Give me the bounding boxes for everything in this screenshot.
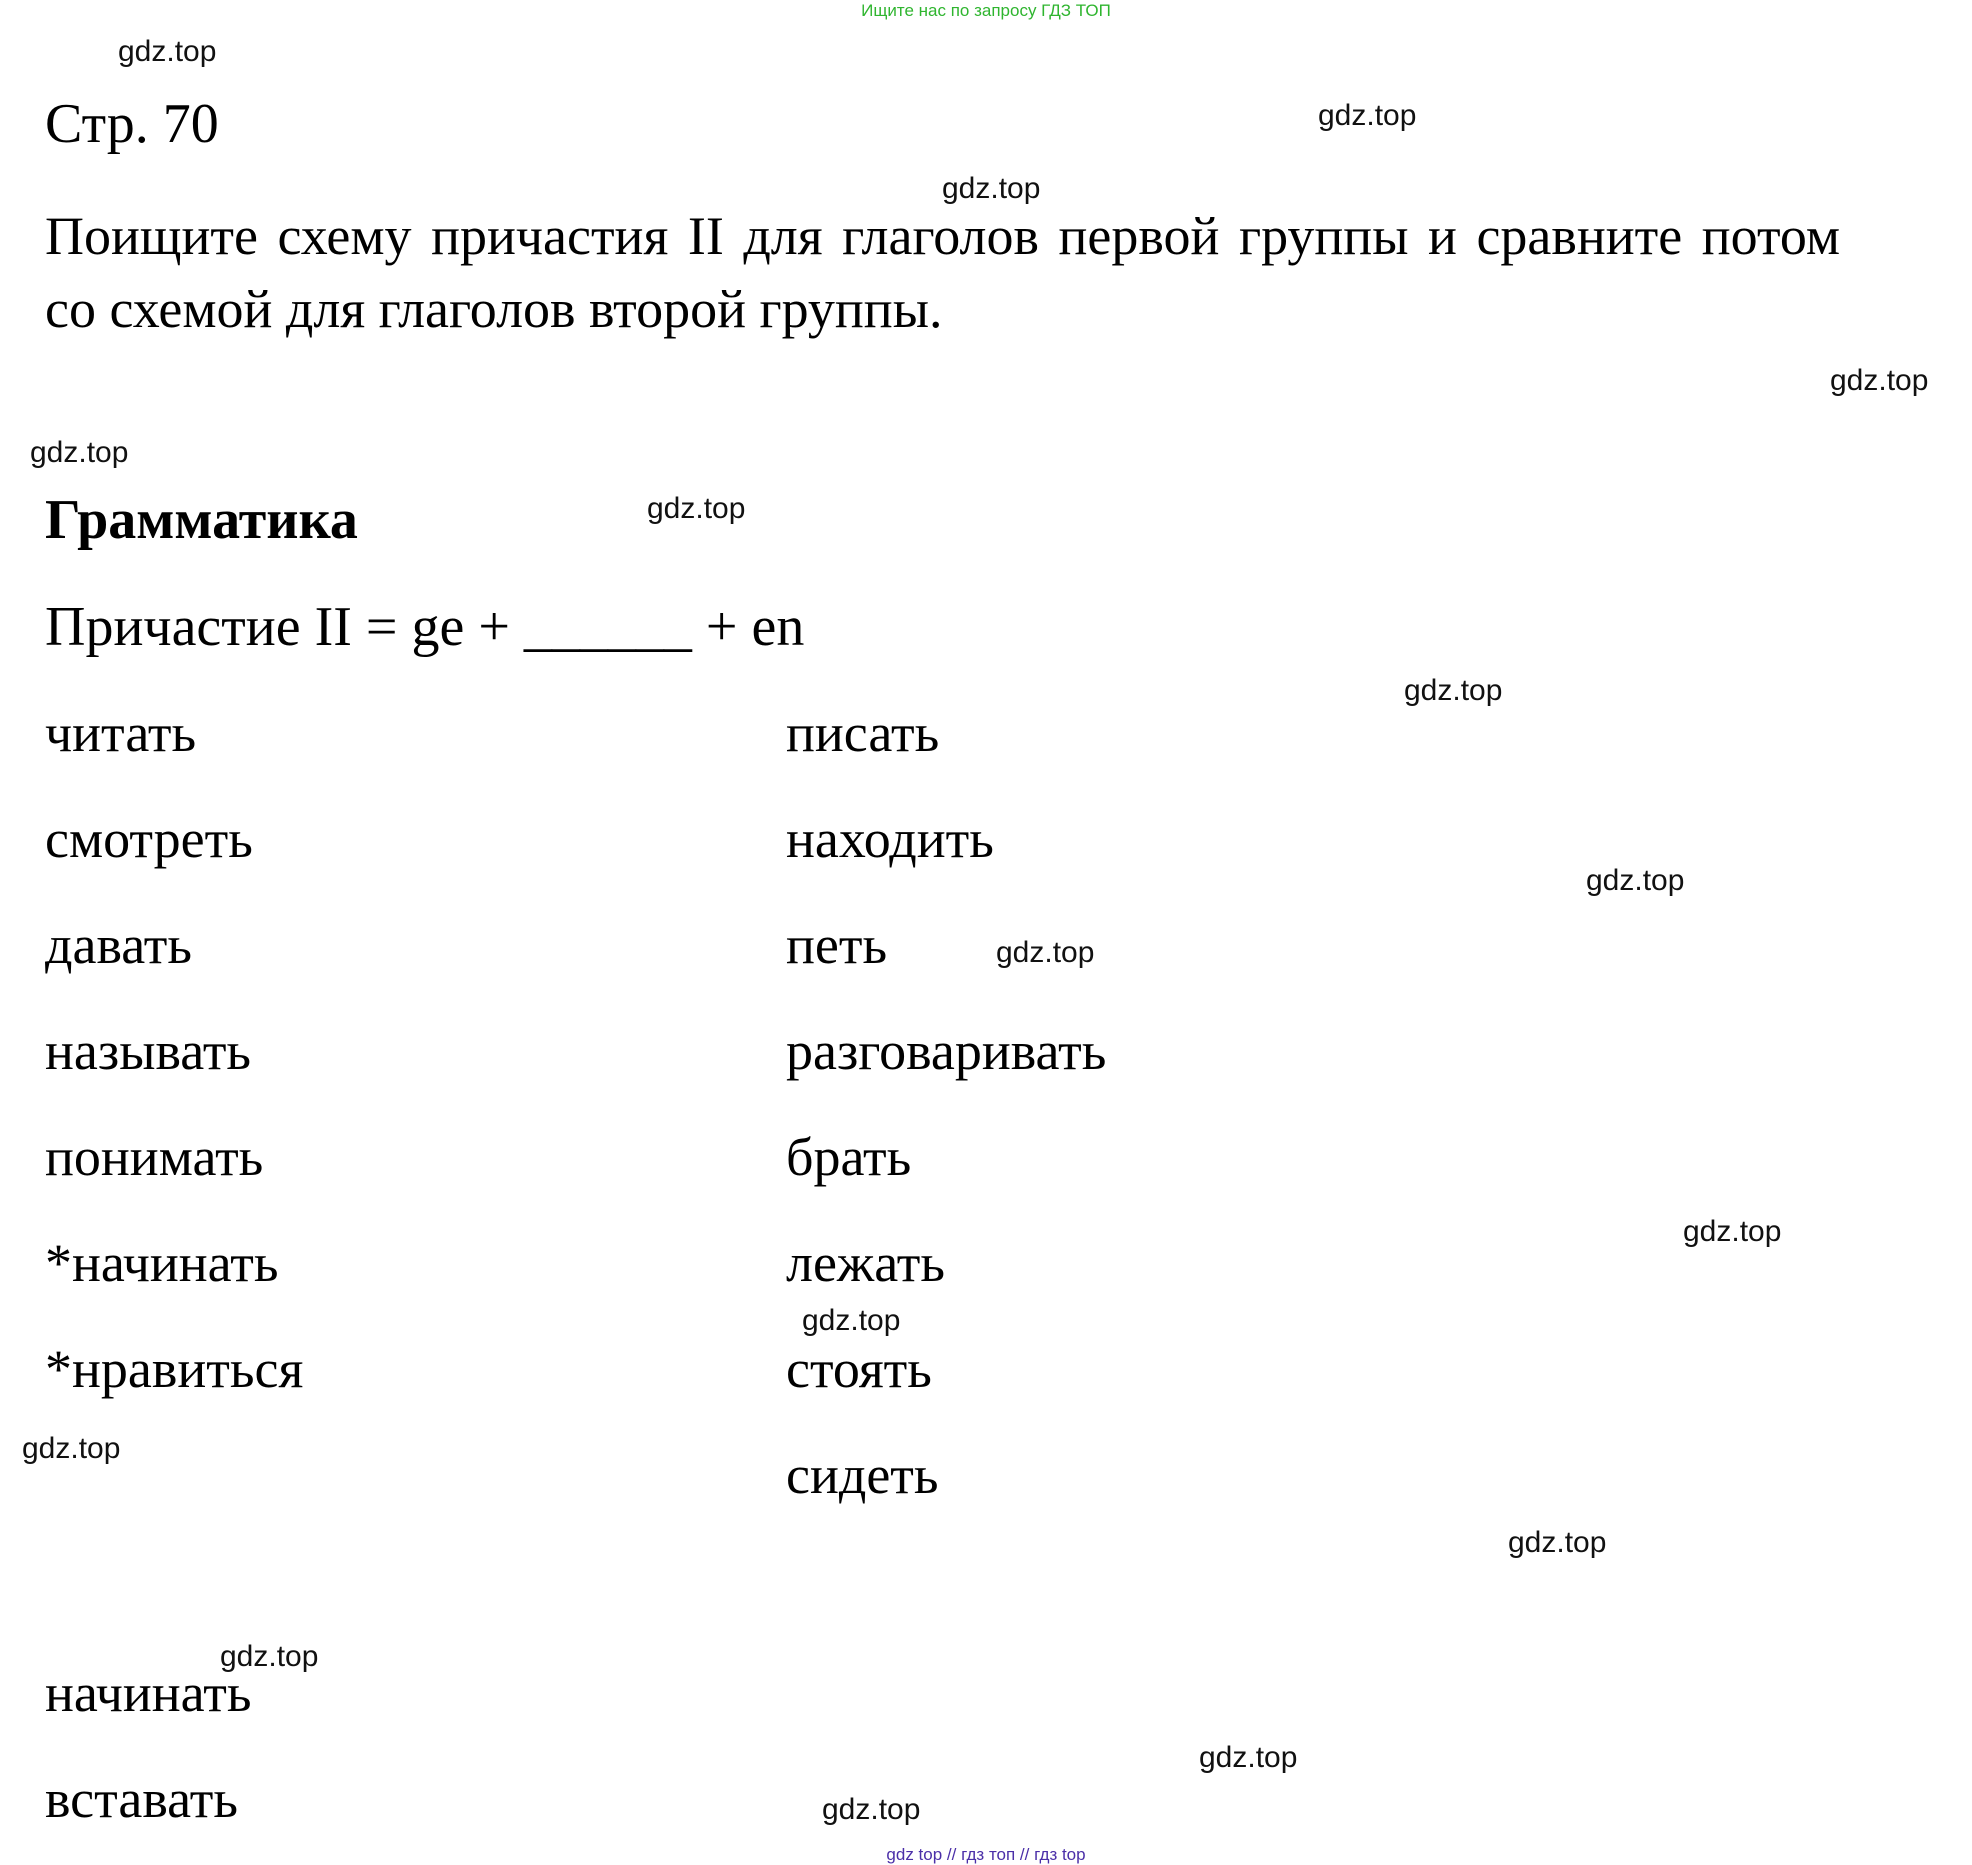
verb-right: лежать <box>786 1233 946 1293</box>
watermark: gdz.top <box>1404 674 1503 707</box>
verb-right: писать <box>786 703 940 763</box>
grammar-heading: Грамматика <box>45 489 358 551</box>
watermark: gdz.top <box>647 492 746 525</box>
verb-right: разговаривать <box>786 1021 1107 1081</box>
watermark: gdz.top <box>1586 864 1685 897</box>
verb-right: брать <box>786 1127 912 1187</box>
verb-left: читать <box>45 703 197 763</box>
watermark: gdz.top <box>118 35 217 68</box>
watermark: gdz.top <box>1199 1741 1298 1774</box>
watermark: gdz.top <box>22 1432 121 1465</box>
watermark: gdz.top <box>996 936 1095 969</box>
instruction-text: Поищите схему причастия II для глаголов первой группы и сравните потом со схемой для глаголов второй группы. <box>45 206 1840 339</box>
watermark: gdz.top <box>1508 1526 1607 1559</box>
verb-left: *начинать <box>45 1233 279 1293</box>
watermark: gdz.top <box>802 1304 901 1337</box>
verb-bottom: вставать <box>45 1769 238 1829</box>
verb-left: называть <box>45 1021 252 1081</box>
watermark: gdz.top <box>1318 99 1417 132</box>
verb-bottom: начинать <box>45 1663 252 1723</box>
verb-left: смотреть <box>45 809 253 869</box>
verb-left: *нравиться <box>45 1339 304 1399</box>
watermark: gdz.top <box>1683 1215 1782 1248</box>
watermark: gdz.top <box>30 436 129 469</box>
watermark: gdz.top <box>822 1793 921 1826</box>
watermark: gdz.top <box>942 172 1041 205</box>
verb-left: давать <box>45 915 193 975</box>
watermark: gdz.top <box>1830 364 1929 397</box>
top-banner: Ищите нас по запросу ГДЗ ТОП <box>861 1 1111 20</box>
verb-right: стоять <box>786 1339 932 1399</box>
verb-right: находить <box>786 809 994 869</box>
verb-right: петь <box>786 915 888 975</box>
participle-formula: Причастие II = ge + ______ + en <box>45 596 805 658</box>
verb-right: сидеть <box>786 1445 939 1505</box>
verb-left: понимать <box>45 1127 264 1187</box>
watermark: gdz.top <box>220 1640 319 1673</box>
page-number: Стр. 70 <box>45 93 219 155</box>
bottom-banner: gdz top // гдз топ // гдз top <box>886 1845 1086 1864</box>
